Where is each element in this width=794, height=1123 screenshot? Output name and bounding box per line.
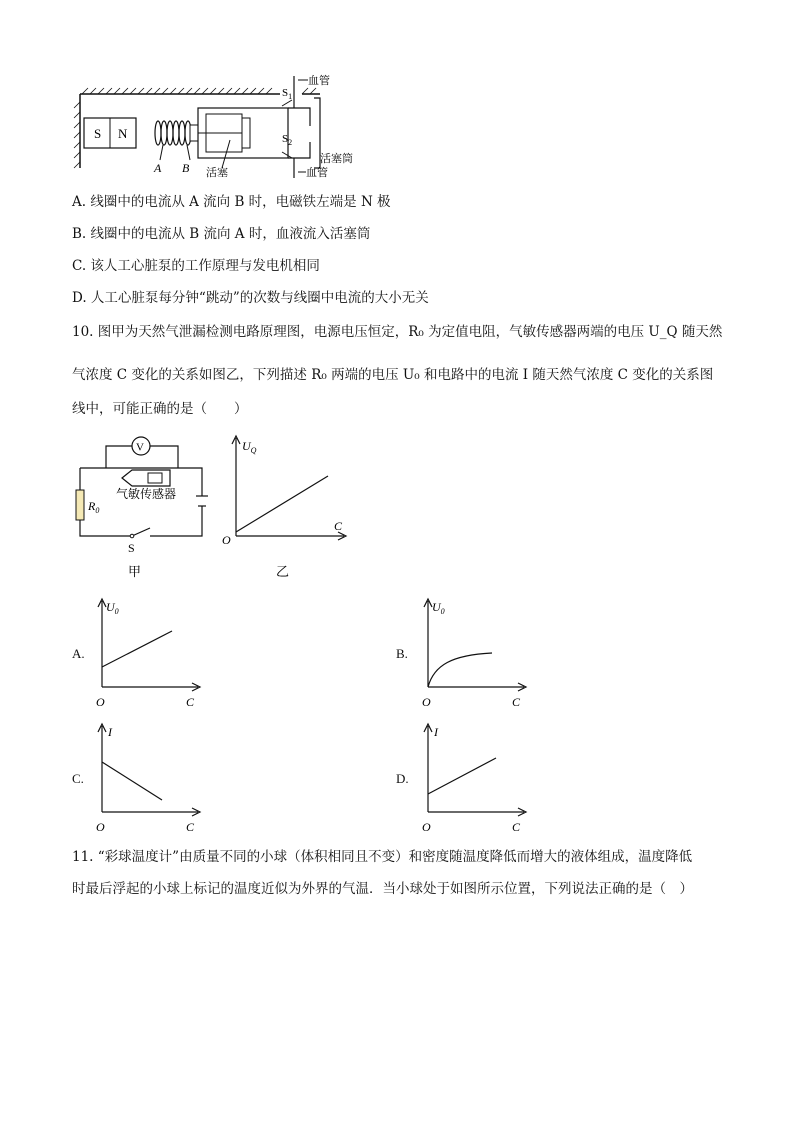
resistor-label: $R_0$ <box>88 499 100 515</box>
heart-pump-figure <box>70 68 370 183</box>
q10-option-a-letter: A. <box>72 646 85 661</box>
q10-option-c-y-label: I <box>108 725 112 739</box>
q10-option-b-letter: B. <box>396 646 408 661</box>
figure-jia-caption: 甲 <box>128 564 142 579</box>
piston-label: 活塞 <box>206 167 228 179</box>
magnet-s-label: S <box>94 126 102 141</box>
q10-option-a-graph <box>90 595 210 710</box>
q10-text-line3: 线中，可能正确的是（ ） <box>72 401 248 417</box>
q10-option-a-x-label: C <box>186 695 195 709</box>
terminal-a-label: A <box>154 161 162 175</box>
q10-option-c-x-label: C <box>186 820 195 834</box>
q10-option-b-graph <box>416 595 536 710</box>
q10-option-d-letter: D. <box>396 771 409 786</box>
q10-option-b-origin: O <box>422 695 431 709</box>
q9-option-d: D. 人工心脏泵每分钟“跳动”的次数与线圈中电流的大小无关 <box>72 290 429 306</box>
q10-option-d-x-label: C <box>512 820 521 834</box>
q10-option-a-origin: O <box>96 695 105 709</box>
vessel-bottom-label: 血管 <box>306 167 328 179</box>
q10-option-d-graph <box>416 720 536 835</box>
q9-option-c: C. 该人工心脏泵的工作原理与发电机相同 <box>72 258 320 274</box>
switch-label: S <box>128 541 135 555</box>
q10-option-c-graph <box>90 720 210 835</box>
graph-yi-origin: O <box>222 533 231 547</box>
vessel-top-label: 血管 <box>308 75 330 87</box>
magnet-n-label: N <box>118 126 128 141</box>
q10-text-line1: 10. 图甲为天然气泄漏检测电路原理图，电源电压恒定，R₀ 为定值电阻，气敏传感器两端的电压 U_Q 随天然 <box>72 324 723 340</box>
cylinder-label: 活塞筒 <box>320 153 353 165</box>
q10-option-c-origin: O <box>96 820 105 834</box>
q9-option-b: B. 线圈中的电流从 B 流向 A 时，血液流入活塞筒 <box>72 226 371 242</box>
q10-text-line2: 气浓度 C 变化的关系如图乙，下列描述 R₀ 两端的电压 U₀ 和电路中的电流 I 随天然气浓度 C 变化的关系图 <box>72 367 714 383</box>
graph-yi-x-label: C <box>334 519 343 533</box>
graph-yi-y-label: $U_Q$ <box>242 439 257 455</box>
q10-option-a-y-label: $U_0$ <box>106 600 119 616</box>
s1-label: $S_1$ <box>282 87 293 101</box>
q9-option-a: A. 线圈中的电流从 A 流向 B 时，电磁铁左端是 N 极 <box>72 194 391 210</box>
s2-label: $S_2$ <box>282 133 293 147</box>
q10-option-d-origin: O <box>422 820 431 834</box>
circuit-diagram <box>70 432 220 582</box>
voltmeter-label: V <box>136 441 144 454</box>
sensor-label: 气敏传感器 <box>116 487 177 501</box>
figure-yi-caption: 乙 <box>276 564 290 579</box>
q10-option-d-y-label: I <box>434 725 438 739</box>
q10-option-b-x-label: C <box>512 695 521 709</box>
terminal-b-label: B <box>182 161 190 175</box>
graph-yi <box>218 432 358 582</box>
q11-text-line2: 时最后浮起的小球上标记的温度近似为外界的气温．当小球处于如图所示位置，下列说法正确的是（ ） <box>72 881 693 897</box>
q11-text-line1: 11. “彩球温度计”由质量不同的小球（体积相同且不变）和密度随温度降低而增大的液体组成，温度降低 <box>72 849 693 865</box>
q10-option-b-y-label: $U_0$ <box>432 600 445 616</box>
q10-option-c-letter: C. <box>72 771 84 786</box>
